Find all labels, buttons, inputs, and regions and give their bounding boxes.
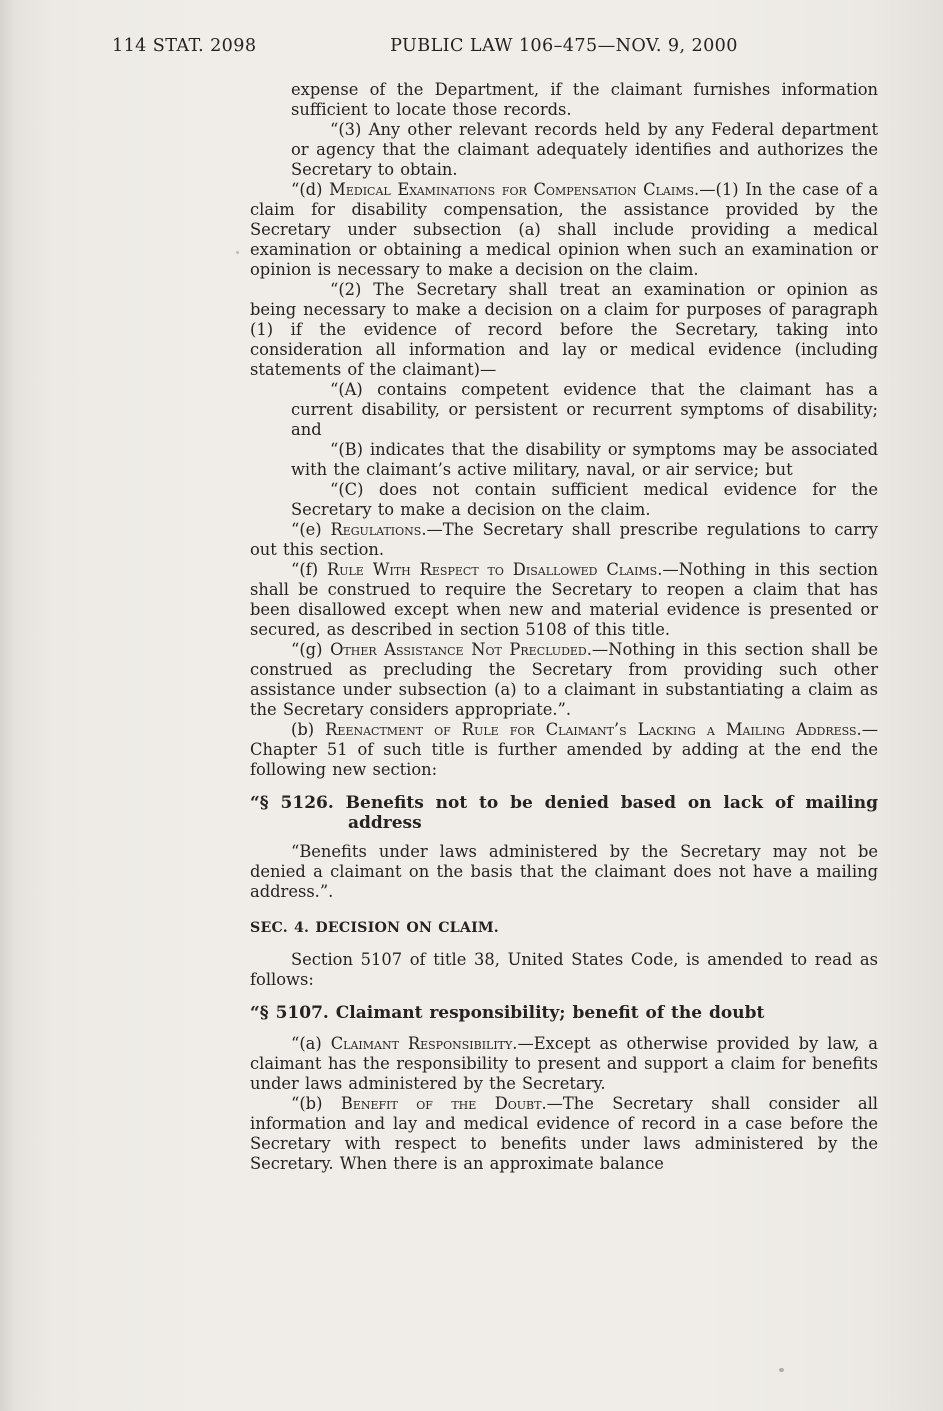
small-caps-run: Other Assistance Not Precluded [330,640,587,659]
statute-text-column [250,80,878,1174]
text-run: “(d) [291,180,330,199]
text-run: “(2) The Secretary shall treat an examination or opinion as being necessary to make a decision on a claim for purposes of paragraph (1) if the evidence of record before the Secretary, taking into consideration all information and lay or medical evidence (including statements of the claimant)— [250,280,878,379]
subsection-b-reenactment [250,720,878,780]
small-caps-run: Benefit of the Doubt [340,1094,542,1113]
law-title: PUBLIC LAW 106–475—NOV. 9, 2000 [390,36,738,56]
paragraph-3 [291,120,878,180]
section-5107-heading: “§ 5107. Claimant responsibility; benefit of the doubt [250,1003,765,1023]
scan-artifact-dot [779,1368,784,1372]
text-run: expense of the Department, if the claimant furnishes information sufficient to locate those records. [291,80,878,119]
small-caps-run: Regulations [330,520,422,539]
text-run: “(B) indicates that the disability or symptoms may be associated with the claimant’s active military, naval, or air service; but [291,440,878,479]
small-caps-run: Rule With Respect to Disallowed Claims [326,560,658,579]
heading-line: address [348,813,422,833]
subsection-g-other-assistance [250,640,878,720]
text-run: .—(1) In the case of a claim for disability compensation, the assistance provided by the Secretary under subsection (a) shall include providing a medical examination or obtaining a medical opinion when such an examination or opinion is necessary to make a decision on the claim. [250,180,879,279]
text-run: (b) [291,720,326,739]
text-run: “(g) [291,640,331,659]
subparagraph-A [291,380,878,440]
continuation-paragraph [291,80,878,120]
paragraph-2 [250,280,878,380]
subsection-d [250,180,878,280]
text-run: .—The Secretary shall prescribe regulations to carry out this section. [250,520,878,559]
subsection-e-regulations [250,520,878,560]
section-5126-text [250,842,878,902]
text-run: .—Nothing in this section shall be construed to require the Secretary to reopen a claim that has been disallowed except when new and material evidence is presented or secured, as described in section 5108 of this title. [250,560,879,639]
section-4-heading: SEC. 4. DECISION ON CLAIM. [250,920,499,936]
subsection-b-benefit-of-doubt [250,1094,878,1174]
small-caps-run: Claimant Responsibility [330,1034,513,1053]
statute-page-number: 114 STAT. 2098 [112,36,257,56]
subparagraph-C [291,480,878,520]
subparagraph-B [291,440,878,480]
heading-line: “§ 5126. Benefits not to be denied based on lack of mailing [250,793,878,813]
text-run: Section 5107 of title 38, United States Code, is amended to read as follows: [250,950,878,989]
text-run: “(e) [291,520,331,539]
text-run: “(3) Any other relevant records held by any Federal department or agency that the claimant adequately identifies and authorizes the Secretary to obtain. [291,120,878,179]
text-run: .—Except as otherwise provided by law, a claimant has the responsibility to present and support a claim for benefits under laws administered by the Secretary. [250,1034,878,1093]
running-header [0,36,943,60]
text-run: “(C) does not contain sufficient medical evidence for the Secretary to make a decision on the claim. [291,480,878,519]
scan-artifact-dot [236,251,239,254]
text-run: “(A) contains competent evidence that the claimant has a current disability, or persistent or recurrent symptoms of disability; and [291,380,878,439]
small-caps-run: Medical Examinations for Compensation Claims [329,180,695,199]
section-5107-amendment-intro [250,950,878,990]
subsection-a-claimant-responsibility [250,1034,878,1094]
text-run: .—Nothing in this section shall be construed as precluding the Secretary from providing such other assistance under subsection (a) to a claimant in substantiating a claim as the Secretary considers appropriate.”. [250,640,878,719]
text-run: “(f) [291,560,327,579]
text-run: “(b) [291,1094,341,1113]
subsection-f-disallowed-claims [250,560,878,640]
text-run: .—Chapter 51 of such title is further amended by adding at the end the following new section: [250,720,878,779]
section-5126-heading [250,793,878,833]
small-caps-run: Reenactment of Rule for Claimant’s Lacking a Mailing Address [325,720,857,739]
text-run: .—The Secretary shall consider all information and lay and medical evidence of record in a case before the Secretary with respect to benefits under laws administered by the Secretary. When there is an approximate balance [250,1094,878,1173]
text-run: “Benefits under laws administered by the Secretary may not be denied a claimant on the basis that the claimant does not have a mailing address.”. [250,842,878,901]
text-run: “(a) [291,1034,331,1053]
